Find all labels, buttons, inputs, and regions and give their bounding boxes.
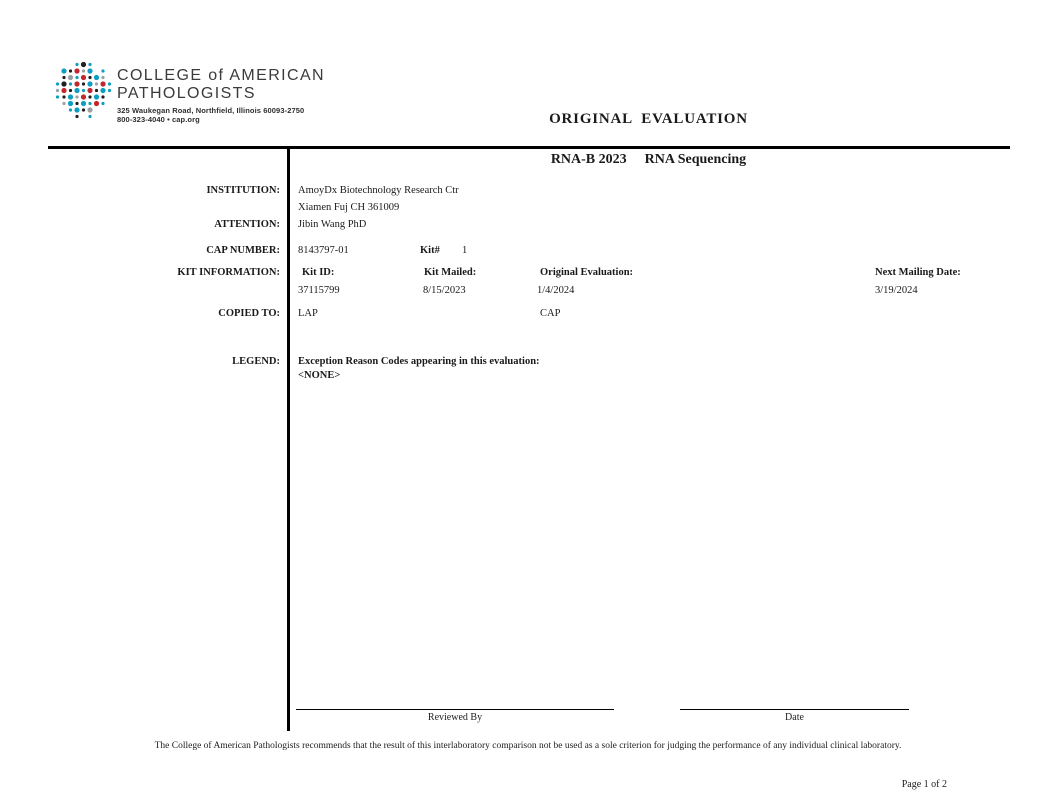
attention-label: ATTENTION:: [214, 219, 280, 230]
kit-id-label: Kit ID:: [302, 267, 335, 278]
disclaimer-text: The College of American Pathologists recommends that the result of this interlaboratory comparison not be used as a sole criterion for judging the performance of any individual clinical laboratory.: [154, 741, 902, 751]
cap-logo-phone-web: 800-323-4040 • cap.org: [117, 115, 200, 124]
program-title: [287, 152, 1010, 168]
cap-logo-address: 325 Waukegan Road, Northfield, Illinois 60093-2750: [117, 106, 305, 115]
original-evaluation-label: Original Evaluation:: [540, 267, 634, 278]
kit-mailed-value: 8/15/2023: [423, 285, 466, 296]
kit-id-value: 37115799: [298, 285, 340, 296]
kit-number-label: Kit#: [420, 245, 440, 256]
copied-to-value-lap: LAP: [298, 308, 318, 319]
next-mailing-date-value: 3/19/2024: [875, 285, 918, 296]
program-code: RNA-B 2023: [550, 152, 627, 167]
horizontal-rule: [48, 146, 1010, 149]
institution-line2: Xiamen Fuj CH 361009: [298, 202, 400, 213]
cap-logo-name-line2: PATHOLOGISTS: [117, 85, 256, 102]
reviewed-by-signature-line: [296, 709, 614, 723]
kit-information-label: KIT INFORMATION:: [177, 267, 280, 278]
reviewed-by-label: Reviewed By: [427, 712, 483, 723]
cap-number-value: 8143797-01: [298, 245, 349, 256]
original-evaluation-value: 1/4/2024: [537, 285, 575, 296]
date-label: Date: [785, 712, 804, 723]
cap-logo-dots-icon: [54, 61, 114, 121]
page-number: Page 1 of 2: [901, 779, 947, 790]
vertical-rule: [287, 146, 290, 731]
copied-to-value-cap: CAP: [540, 308, 561, 319]
kit-mailed-label: Kit Mailed:: [424, 267, 477, 278]
copied-to-label: COPIED TO:: [218, 308, 280, 319]
program-name: RNA Sequencing: [644, 152, 747, 167]
next-mailing-date-label: Next Mailing Date:: [875, 267, 961, 278]
legend-line2: <NONE>: [298, 370, 341, 381]
cap-logo-name-line1: COLLEGE of AMERICAN: [117, 67, 325, 84]
document-title: ORIGINAL EVALUATION: [549, 111, 748, 127]
institution-line1: AmoyDx Biotechnology Research Ctr: [298, 185, 459, 196]
legend-label: LEGEND:: [232, 356, 280, 367]
institution-label: INSTITUTION:: [206, 185, 280, 196]
legend-line1: Exception Reason Codes appearing in this evaluation:: [298, 356, 540, 367]
attention-value: Jibin Wang PhD: [298, 219, 367, 230]
cap-number-label: CAP NUMBER:: [206, 245, 280, 256]
kit-number-value: 1: [462, 245, 468, 256]
date-signature-line: [680, 709, 909, 723]
